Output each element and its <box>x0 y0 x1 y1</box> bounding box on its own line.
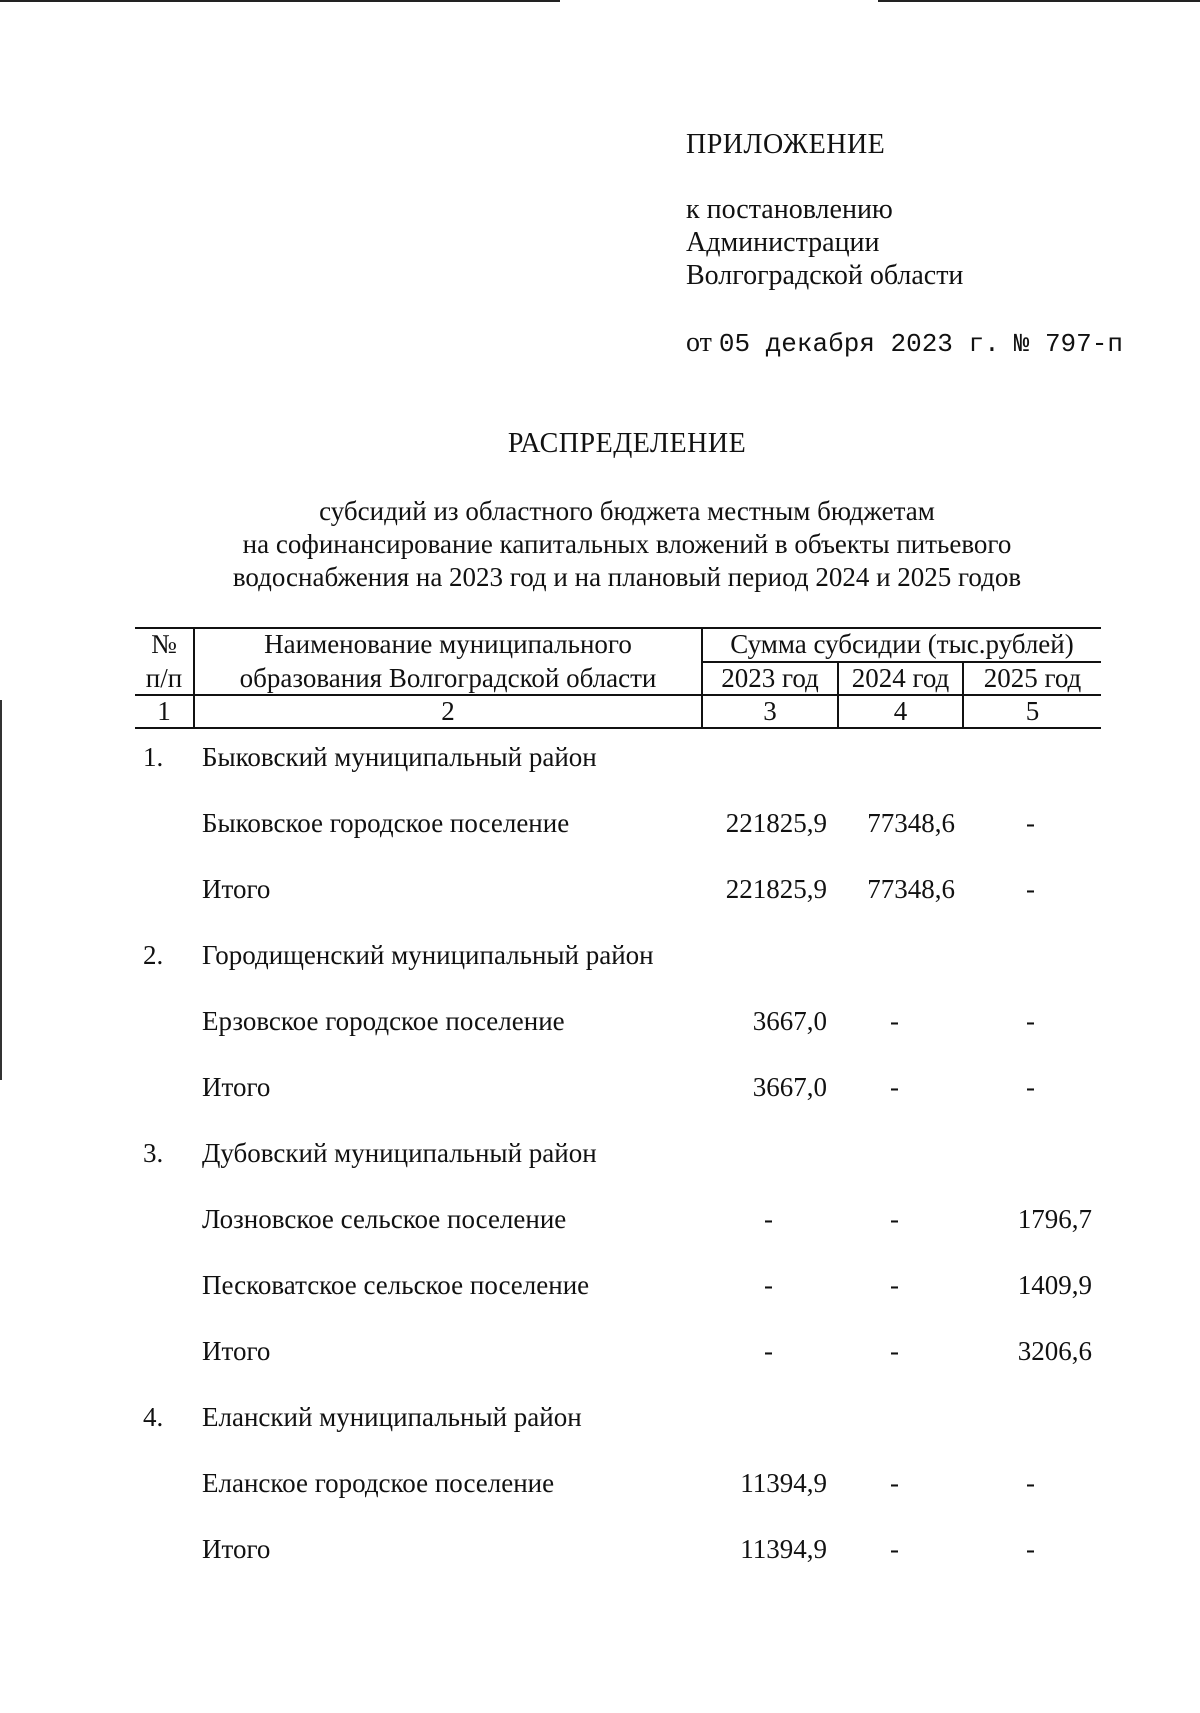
value-2023: 11394,9 <box>740 1468 827 1498</box>
row-name: Итого <box>202 1534 271 1564</box>
value-2025: 1409,9 <box>1017 1270 1092 1300</box>
row-name: Лозновское сельское поселение <box>202 1204 567 1234</box>
row-name: Еланское городское поселение <box>202 1468 555 1498</box>
table-row <box>0 1534 1200 1574</box>
appendix-line-1: к постановлению <box>686 194 893 225</box>
table-row <box>0 1468 1200 1508</box>
row-name: Городищенский муниципальный район <box>202 940 654 970</box>
empty-value-dash: - <box>764 1336 773 1366</box>
value-2024: 77348,6 <box>867 808 955 838</box>
header-index-1: 1 <box>157 696 171 726</box>
header-year-2024: 2024 год <box>851 663 950 693</box>
empty-value-dash: - <box>1026 1006 1035 1036</box>
empty-value-dash: - <box>890 1204 899 1234</box>
value-2023: 3667,0 <box>752 1072 827 1102</box>
subtitle-line-3: водоснабжения на 2023 год и на плановый период 2024 и 2025 годов <box>232 562 1022 592</box>
row-name: Песковатское сельское поселение <box>202 1270 590 1300</box>
empty-value-dash: - <box>890 1468 899 1498</box>
row-name: Быковское городское поселение <box>202 808 570 838</box>
empty-value-dash: - <box>1026 1534 1035 1564</box>
resolution-number: № 797-п <box>1013 329 1123 359</box>
empty-value-dash: - <box>764 1204 773 1234</box>
table-row <box>0 1138 1200 1178</box>
appendix-title: ПРИЛОЖЕНИЕ <box>686 129 886 160</box>
empty-value-dash: - <box>890 1534 899 1564</box>
table-row <box>0 1006 1200 1046</box>
row-number: 4. <box>143 1402 164 1432</box>
value-2023: 3667,0 <box>752 1006 827 1036</box>
resolution-date-line <box>686 327 1123 359</box>
appendix-block <box>686 128 963 292</box>
empty-value-dash: - <box>1026 1468 1035 1498</box>
empty-value-dash: - <box>1026 874 1035 904</box>
empty-value-dash: - <box>890 1336 899 1366</box>
header-name-line2: образования Волгоградской области <box>239 663 657 693</box>
value-2025: 3206,6 <box>1017 1336 1092 1366</box>
empty-value-dash: - <box>890 1072 899 1102</box>
table-row <box>0 1072 1200 1112</box>
row-name: Ерзовское городское поселение <box>202 1006 565 1036</box>
row-name: Итого <box>202 1336 271 1366</box>
table-row <box>0 874 1200 914</box>
appendix-line-3: Волгоградской области <box>686 260 964 291</box>
header-index-3: 3 <box>763 696 777 726</box>
subtitle-line-2: на софинансирование капитальных вложений в объекты питьевого <box>242 529 1012 559</box>
row-number: 2. <box>143 940 164 970</box>
empty-value-dash: - <box>764 1270 773 1300</box>
row-name: Быковский муниципальный район <box>202 742 597 772</box>
empty-value-dash: - <box>890 1270 899 1300</box>
value-2023: 221825,9 <box>725 874 827 904</box>
scan-edge-top-right <box>878 0 1200 2</box>
value-2023: 221825,9 <box>725 808 827 838</box>
row-number: 1. <box>143 742 164 772</box>
header-index-4: 4 <box>893 696 908 726</box>
table-row <box>0 808 1200 848</box>
table-row <box>0 1336 1200 1376</box>
table-row <box>0 742 1200 782</box>
table-header <box>135 627 1101 728</box>
table-row <box>0 940 1200 980</box>
header-index-5: 5 <box>1025 696 1040 726</box>
document-subtitle <box>0 495 1200 594</box>
row-number: 3. <box>143 1138 164 1168</box>
resolution-date: 05 декабря 2023 г. <box>718 329 1000 359</box>
header-year-2025: 2025 год <box>983 663 1082 693</box>
table-row <box>0 1270 1200 1310</box>
header-num-line2: п/п <box>145 663 183 693</box>
header-num-line1: № <box>151 629 177 659</box>
empty-value-dash: - <box>1026 1072 1035 1102</box>
scan-edge-top-left <box>0 0 560 2</box>
header-year-2023: 2023 год <box>721 663 819 693</box>
table-row <box>0 1402 1200 1442</box>
value-2024: 77348,6 <box>867 874 955 904</box>
header-bottom-rule <box>135 727 1101 729</box>
value-2023: 11394,9 <box>740 1534 827 1564</box>
header-name-line1: Наименование муниципального <box>264 629 632 659</box>
header-sum: Сумма субсидии (тыс.рублей) <box>730 629 1074 659</box>
table-row <box>0 1204 1200 1244</box>
appendix-line-2: Администрации <box>686 227 880 258</box>
header-index-2: 2 <box>441 696 455 726</box>
date-prefix: от <box>686 327 712 358</box>
document-title: РАСПРЕДЕЛЕНИЕ <box>507 428 747 459</box>
row-name: Итого <box>202 1072 271 1102</box>
empty-value-dash: - <box>1026 808 1035 838</box>
row-name: Еланский муниципальный район <box>202 1402 582 1432</box>
empty-value-dash: - <box>890 1006 899 1036</box>
row-name: Итого <box>202 874 271 904</box>
subtitle-line-1: субсидий из областного бюджета местным бюджетам <box>319 496 935 526</box>
value-2025: 1796,7 <box>1017 1204 1092 1234</box>
row-name: Дубовский муниципальный район <box>202 1138 597 1168</box>
